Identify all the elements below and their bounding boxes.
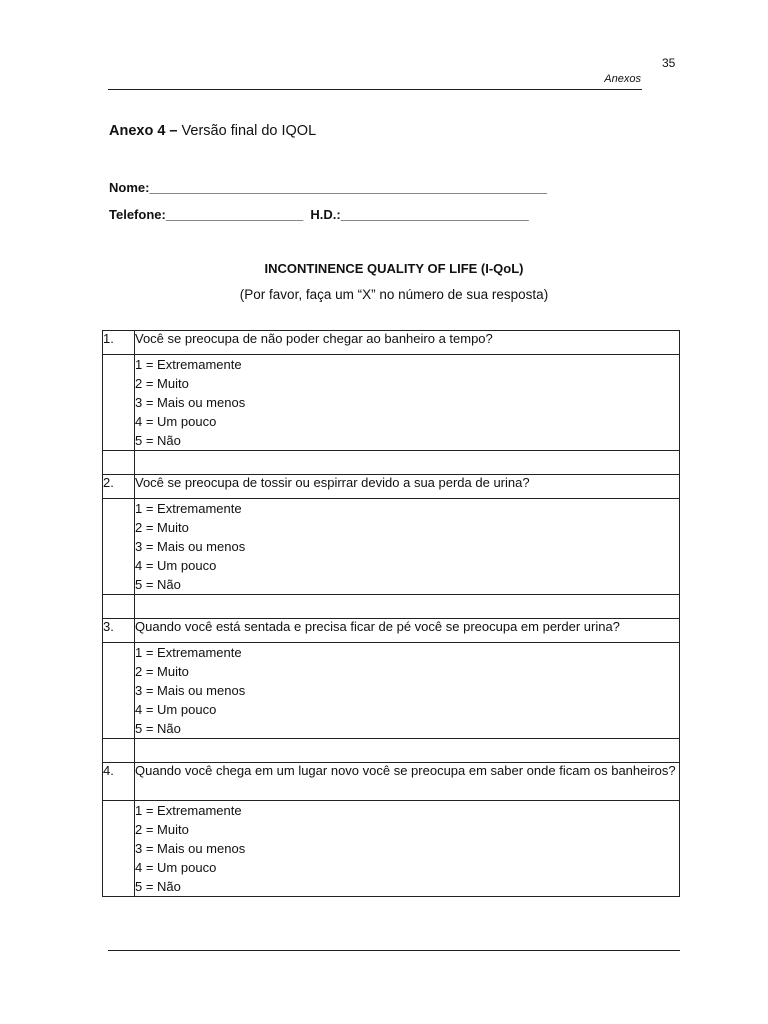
spacer-row	[103, 739, 680, 763]
options-blank-cell	[103, 499, 135, 595]
question-row	[103, 619, 680, 643]
answer-option[interactable]: 4 = Um pouco	[135, 860, 217, 875]
form-instructions: (Por favor, faça um “X” no número de sua resposta)	[239, 287, 549, 302]
options-blank-cell	[103, 355, 135, 451]
options-cell	[135, 355, 680, 451]
answer-option[interactable]: 4 = Um pouco	[135, 558, 217, 573]
question-number: 2.	[103, 475, 135, 499]
answer-option[interactable]: 5 = Não	[135, 433, 181, 448]
options-row	[103, 801, 680, 897]
options-row	[103, 355, 680, 451]
questionnaire-table	[102, 330, 680, 897]
answer-option[interactable]: 1 = Extremamente	[135, 357, 242, 372]
answer-option[interactable]: 2 = Muito	[135, 822, 189, 837]
answer-option[interactable]: 2 = Muito	[135, 664, 189, 679]
annex-title	[109, 123, 316, 139]
options-cell	[135, 499, 680, 595]
question-number: 1.	[103, 331, 135, 355]
answer-option[interactable]: 2 = Muito	[135, 376, 189, 391]
running-head: Anexos	[604, 73, 641, 85]
question-text: Você se preocupa de tossir ou espirrar devido a sua perda de urina?	[135, 475, 680, 499]
spacer-row	[103, 451, 680, 475]
question-text: Você se preocupa de não poder chegar ao banheiro a tempo?	[135, 331, 680, 355]
answer-option[interactable]: 5 = Não	[135, 577, 181, 592]
page-number: 35	[662, 56, 676, 70]
question-row	[103, 763, 680, 801]
answer-option[interactable]: 3 = Mais ou menos	[135, 841, 246, 856]
phone-hd-field: Telefone:___________________ H.D.:__________________________	[109, 207, 529, 222]
question-text: Quando você chega em um lugar novo você se preocupa em saber onde ficam os banheiros?	[135, 763, 680, 801]
header-rule	[108, 89, 642, 90]
annex-label: Anexo 4 –	[109, 123, 178, 139]
question-number: 3.	[103, 619, 135, 643]
annex-title-text: Versão final do IQOL	[177, 123, 317, 139]
answer-option[interactable]: 5 = Não	[135, 879, 181, 894]
options-blank-cell	[103, 801, 135, 897]
question-row	[103, 331, 680, 355]
options-row	[103, 499, 680, 595]
answer-option[interactable]: 1 = Extremamente	[135, 645, 242, 660]
footer-rule	[108, 950, 680, 951]
spacer-row	[103, 595, 680, 619]
answer-option[interactable]: 5 = Não	[135, 721, 181, 736]
answer-option[interactable]: 4 = Um pouco	[135, 702, 217, 717]
answer-option[interactable]: 1 = Extremamente	[135, 803, 242, 818]
form-title: INCONTINENCE QUALITY OF LIFE (I-QoL)	[264, 261, 524, 276]
answer-option[interactable]: 3 = Mais ou menos	[135, 395, 246, 410]
question-text: Quando você está sentada e precisa ficar de pé você se preocupa em perder urina?	[135, 619, 680, 643]
answer-option[interactable]: 1 = Extremamente	[135, 501, 242, 516]
question-row	[103, 475, 680, 499]
options-cell	[135, 801, 680, 897]
question-number: 4.	[103, 763, 135, 801]
options-cell	[135, 643, 680, 739]
options-blank-cell	[103, 643, 135, 739]
name-field: Nome:_______________________________________________________	[109, 180, 548, 195]
answer-option[interactable]: 3 = Mais ou menos	[135, 683, 246, 698]
answer-option[interactable]: 3 = Mais ou menos	[135, 539, 246, 554]
options-row	[103, 643, 680, 739]
answer-option[interactable]: 4 = Um pouco	[135, 414, 217, 429]
answer-option[interactable]: 2 = Muito	[135, 520, 189, 535]
